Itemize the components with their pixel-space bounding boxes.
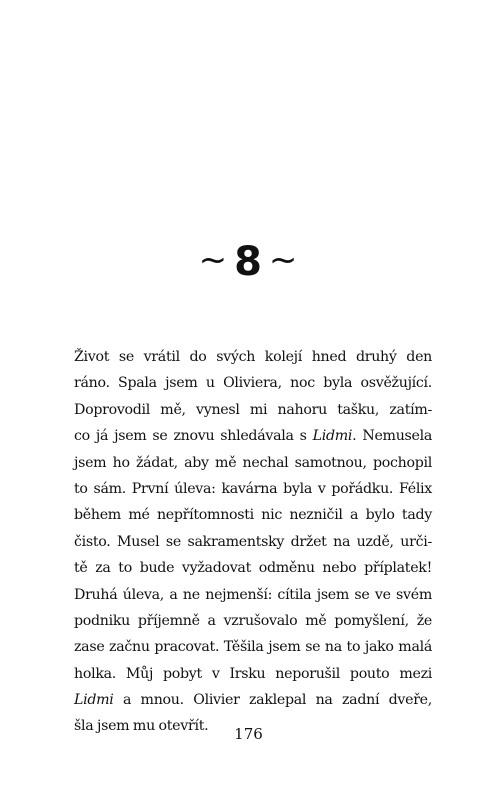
- page-number: 176: [234, 725, 263, 743]
- italic-segment: Lidmi: [74, 692, 114, 709]
- chapter-suffix-ornament: ~: [268, 240, 299, 280]
- text-line: [74, 634, 432, 660]
- italic-segment: Lidmi: [312, 428, 353, 445]
- text-segment: zase začnu pracovat. Těšila jsem se na to jako malá: [74, 639, 432, 656]
- text-segment: během mé nepřítomnosti nic nezničil a bylo tady: [74, 507, 432, 524]
- chapter-heading: [0, 232, 497, 290]
- text-line: [74, 476, 432, 502]
- text-segment: ráno. Spala jsem u Oliviera, noc byla osvěžující.: [74, 375, 432, 392]
- text-line: [74, 450, 432, 476]
- text-segment: čisto. Musel se sakramentsky držet na uzdě, urči-: [74, 533, 432, 550]
- body-paragraph: [74, 344, 432, 740]
- text-line: [74, 502, 432, 528]
- text-line: [74, 370, 432, 396]
- text-line: [74, 344, 432, 370]
- text-line: [74, 582, 432, 608]
- text-line: [74, 687, 432, 713]
- text-line: [74, 661, 432, 687]
- text-segment: tě za to bude vyžadovat odměnu nebo příplatek!: [74, 560, 432, 577]
- text-line: [74, 555, 432, 581]
- chapter-prefix-ornament: ~: [198, 240, 229, 280]
- chapter-number: 8: [234, 239, 263, 285]
- text-segment: holka. Můj pobyt v Irsku neporušil pouto mezi: [74, 665, 432, 682]
- text-segment: . Nemusela: [352, 428, 433, 445]
- text-line: [74, 608, 432, 634]
- text-segment: co já jsem se znovu shledávala s: [74, 428, 313, 445]
- text-segment: Druhá úleva, a ne nejmenší: cítila jsem se ve svém: [74, 586, 432, 603]
- text-segment: podniku příjemně a vzrušovalo mě pomyšlení, že: [74, 612, 432, 629]
- text-segment: Doprovodil mě, vynesl mi nahoru tašku, zatím-: [74, 401, 432, 418]
- text-segment: Život se vrátil do svých kolejí hned druhý den: [74, 349, 432, 365]
- text-segment: a mnou. Olivier zaklepal na zadní dveře,: [113, 692, 432, 709]
- text-segment: jsem ho žádat, aby mě nechal samotnou, pochopil: [74, 454, 432, 471]
- text-line: [74, 397, 432, 423]
- text-line: [74, 423, 432, 449]
- text-line: [74, 529, 432, 555]
- text-segment: to sám. První úleva: kavárna byla v pořádku. Félix: [74, 480, 432, 497]
- text-segment: šla jsem mu otevřít.: [74, 718, 209, 735]
